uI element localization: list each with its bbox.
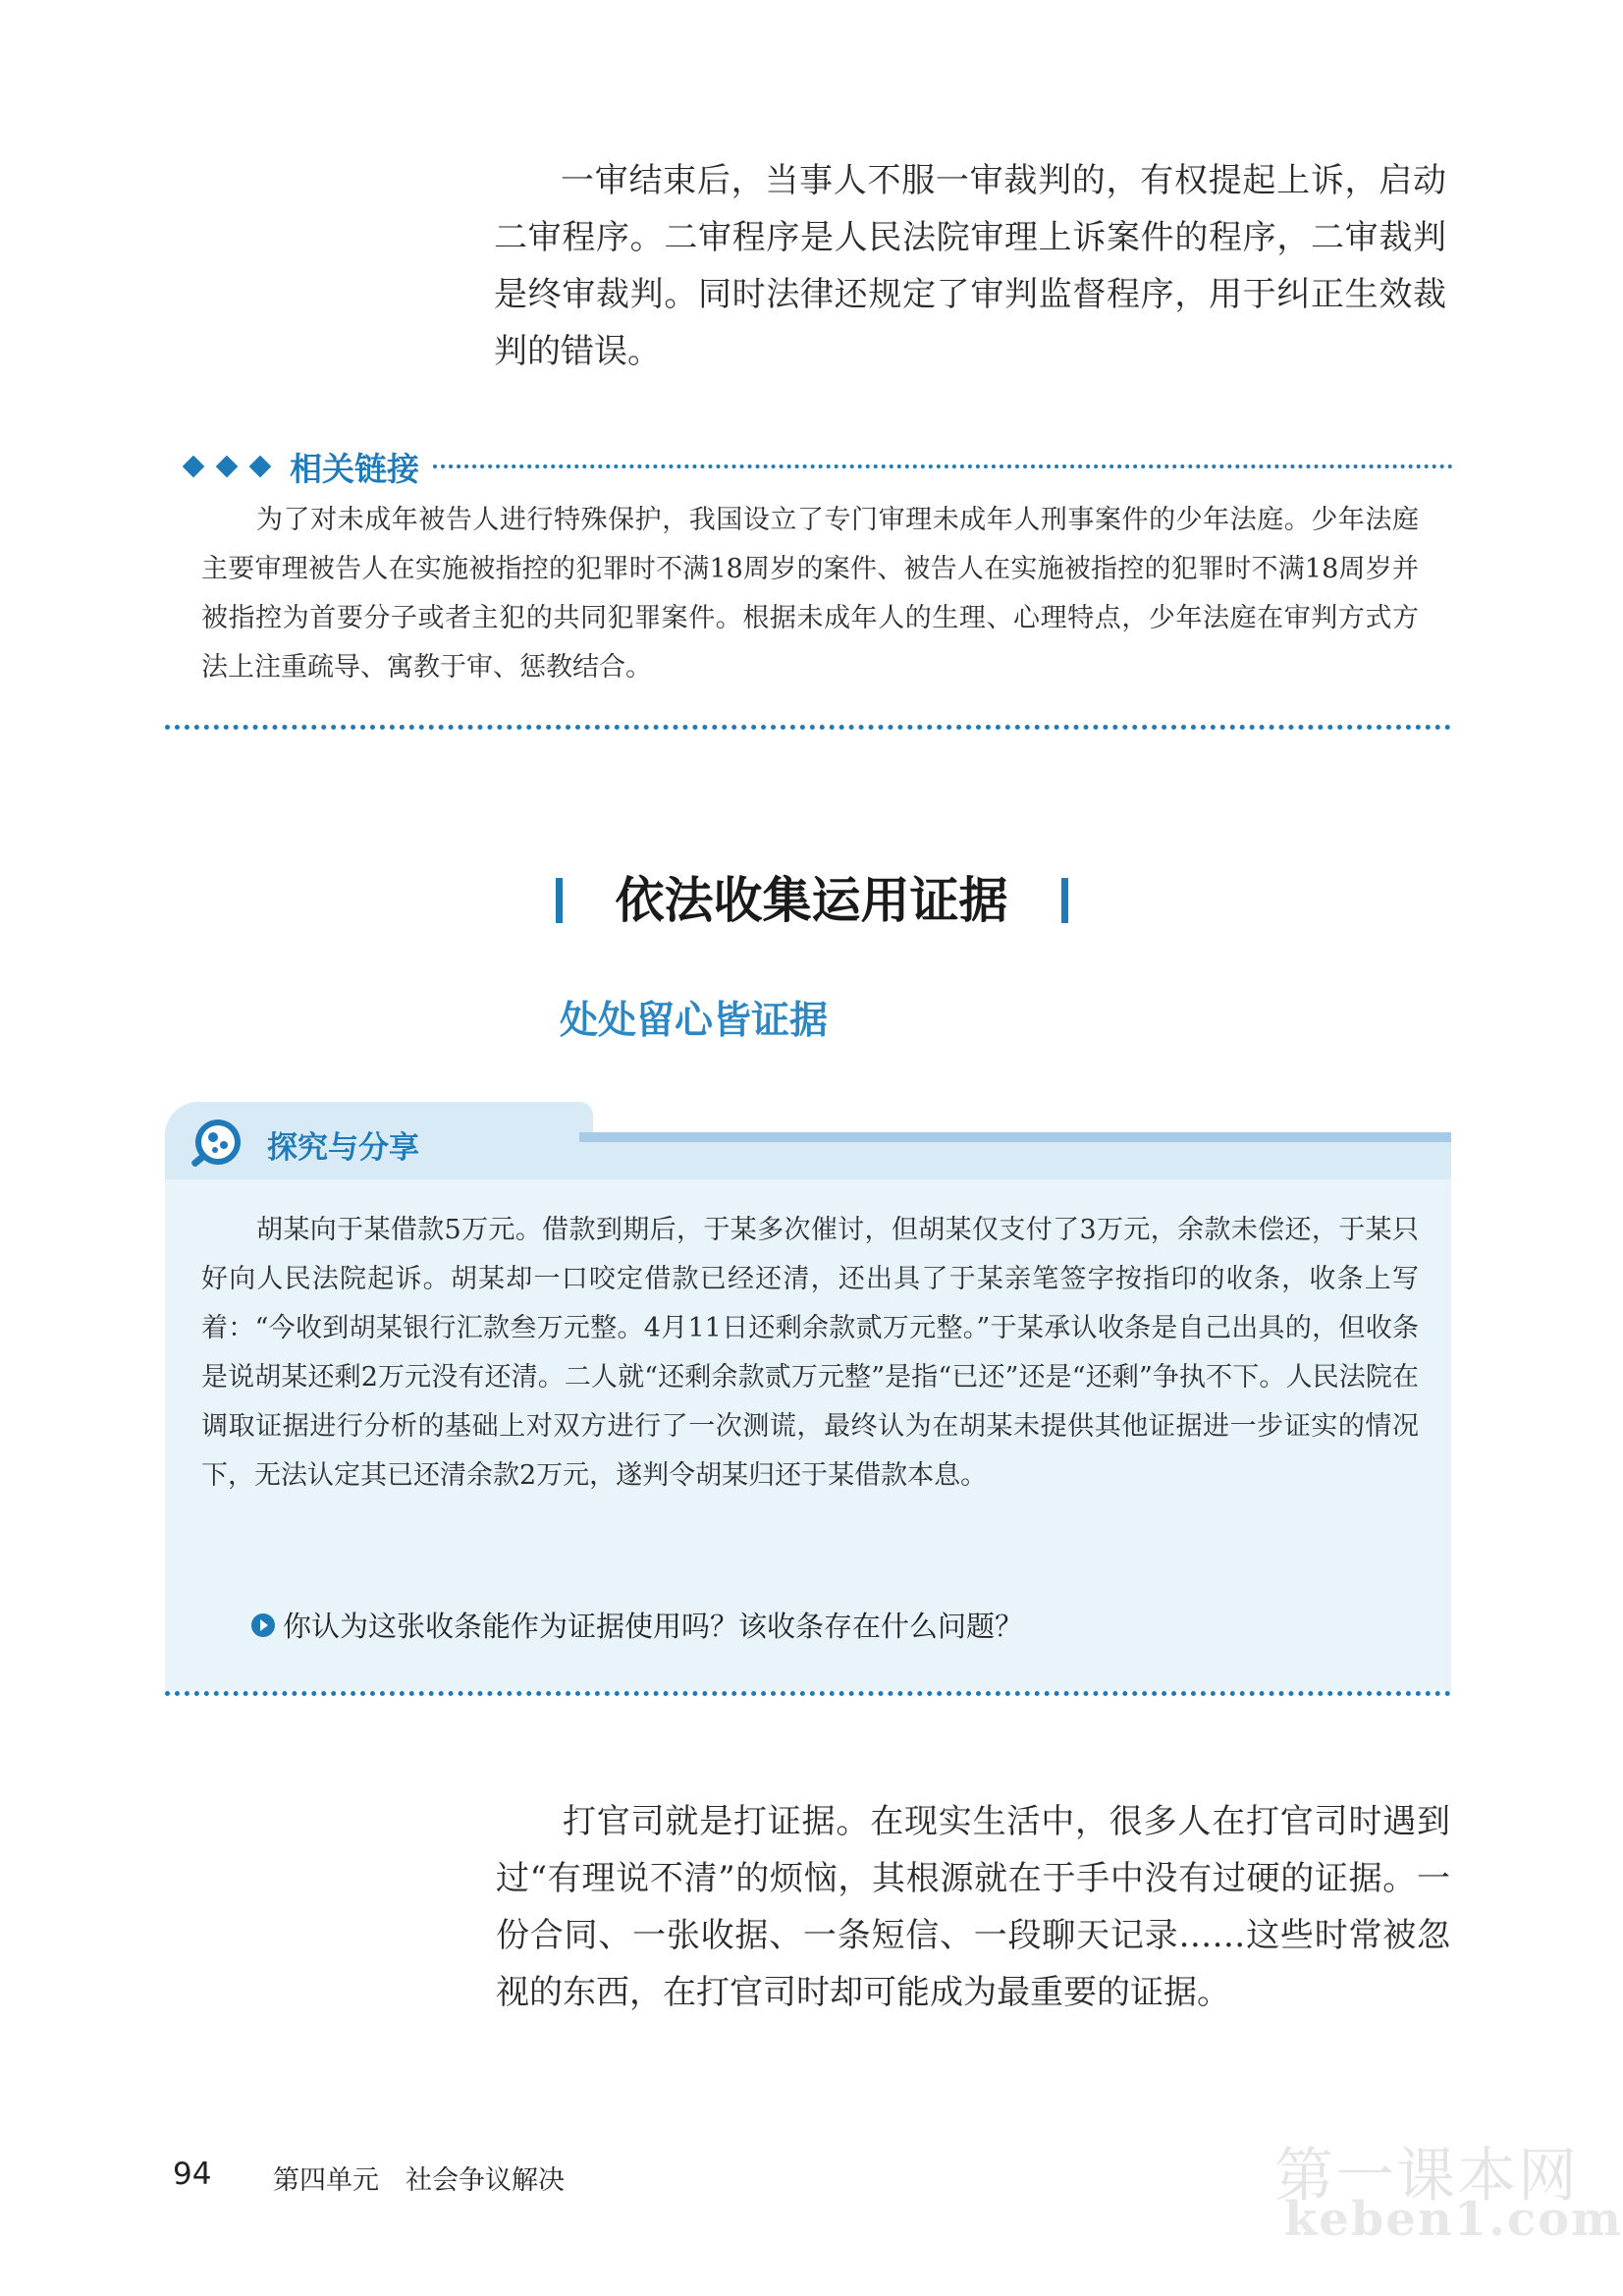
title-bar-right [1061, 878, 1068, 923]
explore-question [251, 1605, 1023, 1645]
related-link-header [182, 444, 1453, 489]
diamond-bullets-icon [182, 459, 272, 474]
explore-title: 探究与分享 [267, 1129, 419, 1166]
section-heading [0, 864, 1623, 937]
dotted-divider [165, 1691, 1451, 1696]
watermark-url: keben1.com [1284, 2192, 1623, 2247]
dotted-divider [433, 465, 1453, 468]
question-text: 你认为这张收条能作为证据使用吗？该收条存在什么问题？ [283, 1610, 1024, 1643]
explore-case-text: 胡某向于某借款5万元。借款到期后，于某多次催讨，但胡某仅支付了3万元，余款未偿还，于某只好向人民法院起诉。胡某却一口咬定借款已经还清，还出具了于某亲笔签字按指印的收条，收条上写着：“今收到胡某银行汇款叁万元整。4月11日还剩余款贰万元整。”于某承认收条是自己出具的，但收条是说胡某还剩2万元没有还清。二人就“还剩余款贰万元整”是指“已还”还是“还剩”争执不下。人民法院在调取证据进行分析的基础上对双方进行了一次测谎，最终认为在胡某未提供其他证据进一步证实的情况下，无法认定其已还清余款2万元，遂判令胡某归还于某借款本息。 [201, 1215, 1419, 1491]
title-bar-left [556, 878, 563, 923]
magnifier-globe-icon [189, 1116, 245, 1173]
body-paragraph-appeal: 一审结束后，当事人不服一审裁判的，有权提起上诉，启动二审程序。二审程序是人民法院审理上诉案件的程序，二审裁判是终审裁判。同时法律还规定了审判监督程序，用于纠正生效裁判的错误。 [494, 161, 1446, 371]
related-link-body: 为了对未成年被告人进行特殊保护，我国设立了专门审理未成年人刑事案件的少年法庭。少年法庭主要审理被告人在实施被指控的犯罪时不满18周岁的案件、被告人在实施被指控的犯罪时不满18周岁并被指控为首要分子或者主犯的共同犯罪案件。根据未成年人的生理、心理特点，少年法庭在审判方式方法上注重疏导、寓教于审、惩教结合。 [201, 505, 1419, 683]
explore-header [189, 1114, 419, 1175]
section-title-text: 依法收集运用证据 [615, 872, 1008, 929]
body-paragraph-evidence: 打官司就是打证据。在现实生活中，很多人在打官司时遇到过“有理说不清”的烦恼，其根源就在于手中没有过硬的证据。一份合同、一张收据、一条短信、一段聊天记录……这些时常被忽视的东西，在打官司时却可能成为最重要的证据。 [496, 1802, 1450, 2012]
subsection-title: 处处留心皆证据 [560, 999, 829, 1043]
watermark-name: 第一课本网 [1274, 2142, 1579, 2211]
play-arrow-icon [251, 1613, 275, 1637]
related-link-title: 相关链接 [290, 449, 419, 488]
explore-band-top [579, 1132, 1451, 1142]
page-number: 94 [173, 2157, 212, 2192]
footer-unit-title: 第四单元 社会争议解决 [273, 2165, 565, 2196]
dotted-divider [165, 725, 1451, 730]
